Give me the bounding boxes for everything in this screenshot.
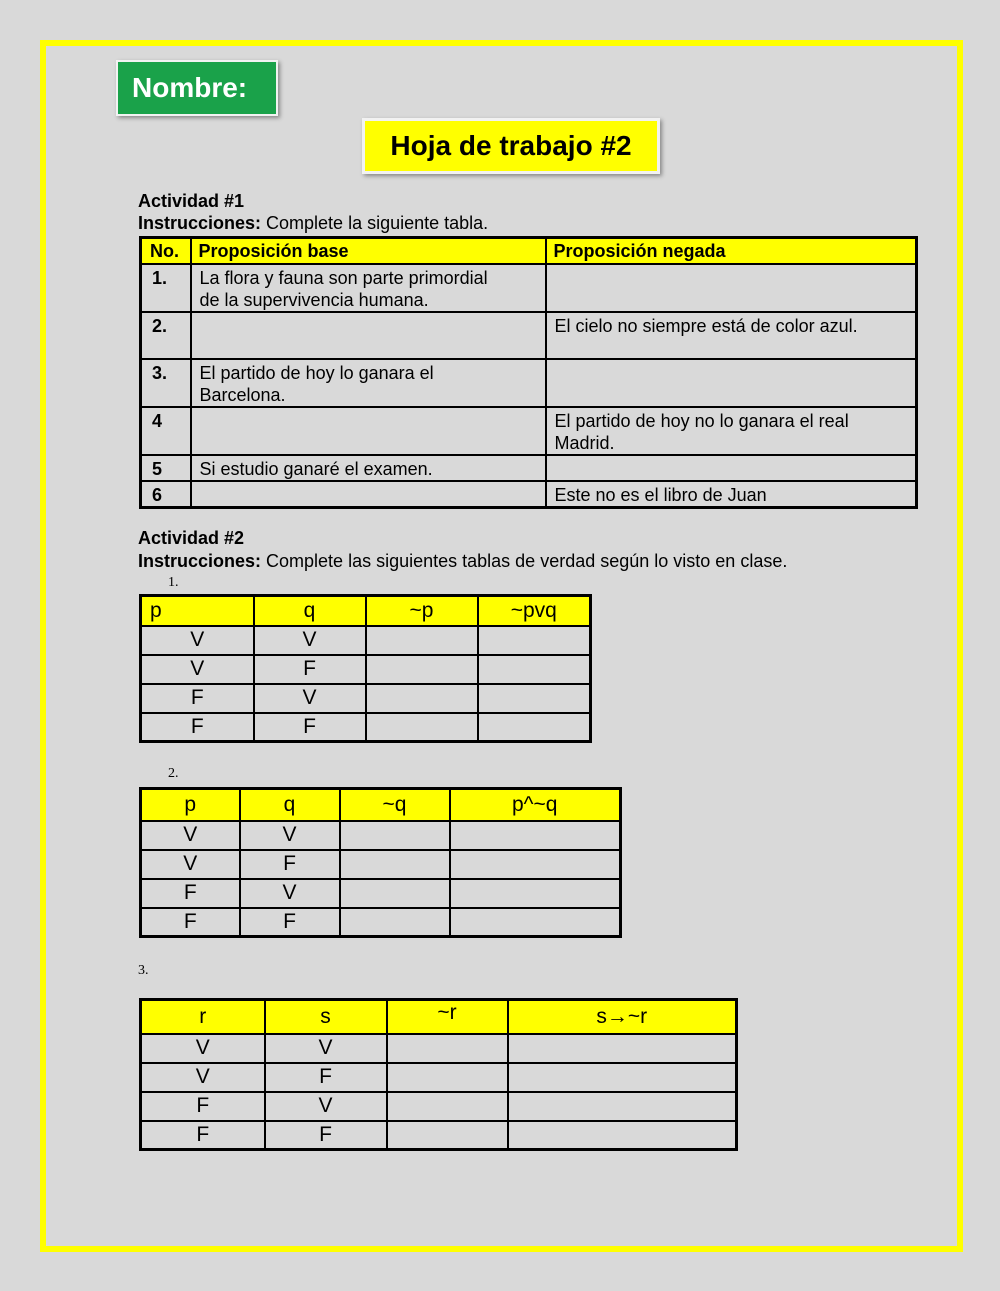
row-number: 2. bbox=[141, 312, 191, 359]
activity2-title: Actividad #2 bbox=[138, 528, 245, 548]
answer-cell[interactable] bbox=[478, 655, 591, 684]
table-row bbox=[141, 407, 917, 455]
truth-value: V bbox=[141, 850, 240, 879]
base-cell[interactable] bbox=[191, 312, 546, 359]
truth-value: V bbox=[254, 626, 366, 655]
truth-value: V bbox=[265, 1092, 387, 1121]
answer-cell[interactable] bbox=[387, 1121, 508, 1150]
column-header: q bbox=[254, 596, 366, 626]
row-number: 6 bbox=[141, 481, 191, 508]
truth-value: F bbox=[141, 908, 240, 937]
base-cell[interactable] bbox=[191, 455, 546, 481]
page-title: Hoja de trabajo #2 bbox=[362, 118, 660, 174]
answer-cell[interactable] bbox=[387, 1092, 508, 1121]
column-header: ~r bbox=[387, 1000, 508, 1034]
answer-cell[interactable] bbox=[366, 626, 478, 655]
activity2-instructions bbox=[138, 551, 787, 572]
base-text: El partido de hoy lo ganara el bbox=[199, 363, 434, 383]
answer-cell[interactable] bbox=[387, 1063, 508, 1092]
base-cell[interactable] bbox=[191, 264, 546, 312]
answer-cell[interactable] bbox=[450, 821, 621, 850]
truth-value: F bbox=[141, 879, 240, 908]
row-number: 1. bbox=[141, 264, 191, 312]
base-text: de la supervivencia humana. bbox=[199, 290, 429, 310]
answer-cell[interactable] bbox=[366, 713, 478, 742]
base-cell[interactable] bbox=[191, 359, 546, 407]
negada-cell[interactable] bbox=[546, 264, 917, 312]
negada-cell[interactable] bbox=[546, 455, 917, 481]
instructions-text: Complete las siguientes tablas de verdad según lo visto en clase. bbox=[261, 551, 788, 571]
truth-value: F bbox=[240, 908, 340, 937]
table-row bbox=[141, 1121, 737, 1150]
nombre-label: Nombre: bbox=[116, 60, 278, 116]
answer-cell[interactable] bbox=[508, 1034, 737, 1063]
table-number: 1. bbox=[168, 575, 179, 590]
base-cell[interactable] bbox=[191, 407, 546, 455]
answer-cell[interactable] bbox=[340, 908, 450, 937]
activity1-instructions bbox=[138, 213, 488, 234]
table-row bbox=[141, 626, 591, 655]
truth-value: V bbox=[254, 684, 366, 713]
negada-text: Este no es el libro de Juan bbox=[554, 485, 767, 505]
table-row bbox=[141, 312, 917, 359]
table-row bbox=[141, 359, 917, 407]
column-header: No. bbox=[141, 238, 191, 265]
column-header: p bbox=[141, 596, 254, 626]
truth-table-2 bbox=[139, 787, 622, 938]
table-row bbox=[141, 1063, 737, 1092]
answer-cell[interactable] bbox=[450, 850, 621, 879]
truth-value: F bbox=[240, 850, 340, 879]
column-header: Proposición negada bbox=[546, 238, 917, 265]
propositions-table bbox=[139, 236, 918, 509]
column-header: s→~r bbox=[508, 1000, 737, 1034]
row-number: 3. bbox=[141, 359, 191, 407]
answer-cell[interactable] bbox=[366, 655, 478, 684]
truth-value: V bbox=[141, 821, 240, 850]
answer-cell[interactable] bbox=[450, 879, 621, 908]
row-number: 5 bbox=[141, 455, 191, 481]
truth-value: F bbox=[141, 1121, 265, 1150]
table-number: 2. bbox=[168, 766, 179, 781]
truth-value: V bbox=[141, 1063, 265, 1092]
column-header: q bbox=[240, 789, 340, 821]
table-header-row bbox=[141, 238, 917, 265]
truth-value: V bbox=[240, 879, 340, 908]
base-cell[interactable] bbox=[191, 481, 546, 508]
truth-value: F bbox=[265, 1121, 387, 1150]
negada-text: El partido de hoy no lo ganara el real bbox=[554, 411, 849, 431]
table-row bbox=[141, 1034, 737, 1063]
column-header: s bbox=[265, 1000, 387, 1034]
activity1-title: Actividad #1 bbox=[138, 191, 245, 211]
row-number: 4 bbox=[141, 407, 191, 455]
answer-cell[interactable] bbox=[450, 908, 621, 937]
column-header: ~p bbox=[366, 596, 478, 626]
column-header: p bbox=[141, 789, 240, 821]
truth-value: V bbox=[141, 1034, 265, 1063]
negada-cell[interactable] bbox=[546, 407, 917, 455]
table-row bbox=[141, 481, 917, 508]
truth-table-1 bbox=[139, 594, 592, 743]
truth-value: F bbox=[254, 713, 366, 742]
table-row bbox=[141, 713, 591, 742]
truth-value: V bbox=[141, 626, 254, 655]
answer-cell[interactable] bbox=[508, 1121, 737, 1150]
base-text: Barcelona. bbox=[199, 385, 286, 405]
table-row bbox=[141, 1092, 737, 1121]
table-row bbox=[141, 850, 621, 879]
column-header: ~pvq bbox=[478, 596, 591, 626]
table-row bbox=[141, 264, 917, 312]
table-row bbox=[141, 455, 917, 481]
table-row bbox=[141, 684, 591, 713]
column-header: r bbox=[141, 1000, 265, 1034]
instructions-text: Complete la siguiente tabla. bbox=[261, 213, 489, 233]
answer-cell[interactable] bbox=[340, 850, 450, 879]
table-row bbox=[141, 655, 591, 684]
truth-value: V bbox=[265, 1034, 387, 1063]
truth-value: V bbox=[240, 821, 340, 850]
negada-text: Madrid. bbox=[554, 433, 615, 453]
answer-cell[interactable] bbox=[366, 684, 478, 713]
truth-value: F bbox=[254, 655, 366, 684]
table-header-row bbox=[141, 1000, 737, 1034]
truth-value: F bbox=[141, 684, 254, 713]
negada-cell[interactable] bbox=[546, 359, 917, 407]
instructions-label: Instrucciones: bbox=[138, 551, 262, 571]
answer-cell[interactable] bbox=[387, 1034, 508, 1063]
instructions-label: Instrucciones: bbox=[138, 213, 262, 233]
answer-cell[interactable] bbox=[340, 821, 450, 850]
truth-value: F bbox=[265, 1063, 387, 1092]
truth-value: V bbox=[141, 655, 254, 684]
truth-value: F bbox=[141, 1092, 265, 1121]
answer-cell[interactable] bbox=[508, 1092, 737, 1121]
negada-text: El cielo no siempre está de color azul. bbox=[554, 316, 858, 336]
answer-cell[interactable] bbox=[478, 684, 591, 713]
base-text: La flora y fauna son parte primordial bbox=[199, 268, 488, 288]
table-header-row bbox=[141, 596, 591, 626]
table-row bbox=[141, 879, 621, 908]
negada-cell[interactable] bbox=[546, 312, 917, 359]
table-row bbox=[141, 908, 621, 937]
answer-cell[interactable] bbox=[478, 626, 591, 655]
base-text: Si estudio ganaré el examen. bbox=[199, 459, 433, 479]
negada-cell[interactable] bbox=[546, 481, 917, 508]
table-number: 3. bbox=[138, 963, 149, 978]
answer-cell[interactable] bbox=[478, 713, 591, 742]
column-header: p^~q bbox=[450, 789, 621, 821]
column-header: Proposición base bbox=[191, 238, 546, 265]
answer-cell[interactable] bbox=[340, 879, 450, 908]
truth-table-3 bbox=[139, 998, 738, 1151]
answer-cell[interactable] bbox=[508, 1063, 737, 1092]
table-row bbox=[141, 821, 621, 850]
table-header-row bbox=[141, 789, 621, 821]
truth-value: F bbox=[141, 713, 254, 742]
column-header: ~q bbox=[340, 789, 450, 821]
